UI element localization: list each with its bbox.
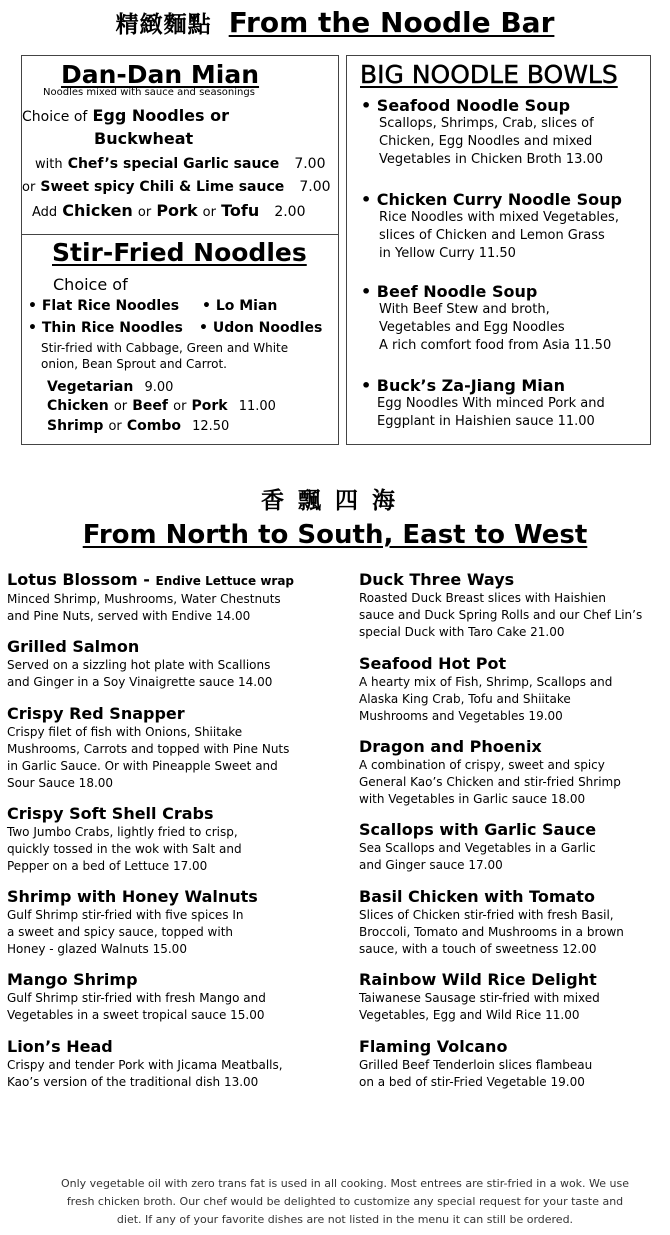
footer-note [40,1175,650,1229]
dandan-add-2: Pork [156,201,198,220]
bowl-item-desc: Vegetables in Chicken Broth 13.00 [379,152,604,167]
dish-duck-three-ways [359,570,670,641]
stirfried-or-3: or [108,419,122,434]
dish-desc: A hearty mix of Fish, Shrimp, Scallops and [359,675,613,689]
dish-desc: Broccoli, Tomato and Mushrooms in a brown [359,925,624,939]
footer-line: Only vegetable oil with zero trans fat is used in all cooking. Most entrees are stir-fried in a wok. We use [60,1177,630,1190]
dish-desc: on a bed of stir-Fried Vegetable 19.00 [359,1075,585,1089]
dish-desc: sauce and Duck Spring Rolls and our Chef Lin’s [359,608,643,622]
dish-rainbow-wild-rice [359,970,670,1024]
stirfried-veg: Vegetarian [47,379,134,395]
dish-name: Duck Three Ways [359,570,515,589]
left-box-divider [21,234,339,235]
dish-desc: sauce, with a touch of sweetness 12.00 [359,942,597,956]
dish-desc: Honey - glazed Walnuts 15.00 [7,942,187,956]
dish-desc: Roasted Duck Breast slices with Haishien [359,591,607,605]
stirfried-opt-1: • Flat Rice Noodles [28,298,180,314]
bowl-item-desc: Egg Noodles With minced Pork and [377,396,605,411]
dandan-add-1: Chicken [62,201,133,220]
bowl-item-name: • Buck’s Za-Jiang Mian [361,376,565,395]
dish-mango-shrimp [7,970,319,1024]
dandan-add-prefix: Add [32,205,58,220]
dish-grilled-salmon [7,637,319,691]
dish-name: Scallops with Garlic Sauce [359,820,597,839]
dish-name: Mango Shrimp [7,970,138,989]
dandan-or-price: 7.00 [299,179,331,195]
dish-name: Lion’s Head [7,1037,113,1056]
dandan-or-prefix: or [22,180,36,195]
dish-crispy-red-snapper [7,704,319,792]
dish-desc: Gulf Shrimp stir-fried with fresh Mango and [7,991,266,1005]
bowl-item-desc: Rice Noodles with mixed Vegetables, [379,210,619,225]
dish-name: Grilled Salmon [7,637,140,656]
dandan-choice-line [22,106,229,125]
dish-name: Crispy Soft Shell Crabs [7,804,214,823]
section2-title: From North to South, East to West [82,520,588,550]
stirfried-veg-price: 9.00 [144,380,174,395]
dish-name: Lotus Blossom - [7,570,150,589]
header-title: From the Noodle Bar [228,6,555,39]
dish-desc: with Vegetables in Garlic sauce 18.00 [359,792,586,806]
dandan-add-or-1: or [137,205,152,220]
bowl-item-desc: Vegetables and Egg Noodles [379,320,565,335]
bowl-item-desc: Eggplant in Haishien sauce 11.00 [377,414,595,429]
menu-header [0,6,670,39]
dish-desc: and Pine Nuts, served with Endive 14.00 [7,609,251,623]
dish-desc: Mushrooms, Carrots and topped with Pine Nuts [7,742,290,756]
dandan-subtitle: Noodles mixed with sauce and seasonings [43,87,255,98]
stirfried-title: Stir-Fried Noodles [52,238,307,267]
dish-dragon-phoenix [359,737,670,808]
bowl-item-name: • Beef Noodle Soup [361,282,538,301]
dish-seafood-hot-pot [359,654,670,725]
dish-desc: in Garlic Sauce. Or with Pineapple Sweet and [7,759,278,773]
dish-flaming-volcano [359,1037,670,1091]
dish-shrimp-honey-walnuts [7,887,319,958]
dish-desc: General Kao’s Chicken and stir-fried Shrimp [359,775,621,789]
dish-name: Crispy Red Snapper [7,704,185,723]
header-chinese: 精緻麵點 [115,11,212,38]
stirfried-sea-price: 12.50 [192,419,230,434]
dish-desc: Mushrooms and Vegetables 19.00 [359,709,563,723]
stirfried-opt-3: • Thin Rice Noodles [28,320,183,336]
stirfried-choice: Choice of [53,275,128,294]
section2-chinese: 香飄四海 [261,487,409,514]
bowls-title: BIG NOODLE BOWLS [360,60,618,89]
stirfried-beef: Beef [132,398,169,414]
bowl-item-name: • Chicken Curry Noodle Soup [361,190,622,209]
dandan-choice-prefix: Choice of [22,109,88,125]
dandan-add-line [32,201,305,220]
bowl-item-desc: A rich comfort food from Asia 11.50 [379,338,612,353]
stirfried-shrimp: Shrimp [47,418,104,434]
bowl-item [361,190,646,263]
dish-desc: Two Jumbo Crabs, lightly fried to crisp, [7,825,238,839]
bowl-item-desc: With Beef Stew and broth, [379,302,550,317]
bowl-item-desc: slices of Chicken and Lemon Grass [379,228,605,243]
stirfried-or-2: or [173,399,187,414]
bowls-box [346,55,651,445]
dish-desc: Pepper on a bed of Lettuce 17.00 [7,859,208,873]
dish-desc: special Duck with Taro Cake 21.00 [359,625,565,639]
dandan-or-item: Sweet spicy Chili & Lime sauce [40,179,285,195]
dish-desc: quickly tossed in the wok with Salt and [7,842,242,856]
dish-desc: Taiwanese Sausage stir-fried with mixed [359,991,600,1005]
bowl-item [361,282,646,355]
dish-desc: A combination of crispy, sweet and spicy [359,758,605,772]
dandan-with-line [35,153,326,172]
dish-desc: Sour Sauce 18.00 [7,776,114,790]
dish-name: Dragon and Phoenix [359,737,542,756]
dish-desc: Crispy filet of fish with Onions, Shiitake [7,725,243,739]
stirfried-desc-1: Stir-fried with Cabbage, Green and White [41,341,289,355]
dish-desc: Kao’s version of the traditional dish 13.00 [7,1075,259,1089]
dish-name: Basil Chicken with Tomato [359,887,595,906]
dandan-with-item: Chef’s special Garlic sauce [67,156,280,172]
dandan-add-price: 2.00 [274,204,306,220]
stirfried-opt-4: • Udon Noodles [199,320,323,336]
dish-desc: Served on a sizzling hot plate with Scallions [7,658,271,672]
stirfried-meat-price: 11.00 [238,399,276,414]
dandan-or-line [22,176,331,195]
bowl-item [361,96,646,169]
bowl-item-desc: in Yellow Curry 11.50 [379,246,516,261]
dish-subtitle: Endive Lettuce wrap [155,574,295,588]
stirfried-or-1: or [113,399,128,414]
dish-name: Flaming Volcano [359,1037,508,1056]
stirfried-veg-line [47,376,173,395]
dish-name: Seafood Hot Pot [359,654,507,673]
dandan-add-3: Tofu [221,201,260,220]
dish-desc: Alaska King Crab, Tofu and Shiitake [359,692,571,706]
stirfried-sea-line [47,415,229,434]
stirfried-opt-2: • Lo Mian [202,298,278,314]
bowl-item [361,376,646,431]
bowl-item-desc: Chicken, Egg Noodles and mixed [379,134,593,149]
dish-lions-head [7,1037,319,1091]
footer-line: diet. If any of your favorite dishes are not listed in the menu it can still be ordered. [116,1213,574,1226]
footer-line: fresh chicken broth. Our chef would be delighted to customize any special request for your taste and [66,1195,624,1208]
dish-lotus-blossom [7,570,319,625]
stirfried-desc-2: onion, Bean Sprout and Carrot. [41,357,227,371]
bowl-item-name: • Seafood Noodle Soup [361,96,571,115]
dandan-add-or-2: or [202,205,216,220]
dish-name: Rainbow Wild Rice Delight [359,970,597,989]
dish-desc: a sweet and spicy sauce, topped with [7,925,234,939]
dish-desc: Slices of Chicken stir-fried with fresh Basil, [359,908,614,922]
dish-soft-shell-crabs [7,804,319,875]
dish-desc: Vegetables, Egg and Wild Rice 11.00 [359,1008,580,1022]
dish-name: Shrimp with Honey Walnuts [7,887,258,906]
dandan-with-prefix: with [35,157,63,172]
stirfried-meat-line [47,395,276,414]
stirfried-pork: Pork [191,398,228,414]
dish-scallops-garlic [359,820,670,874]
bowl-item-desc: Scallops, Shrimps, Crab, slices of [379,116,594,131]
dandan-title: Dan-Dan Mian [61,60,260,89]
dish-desc: Sea Scallops and Vegetables in a Garlic [359,841,596,855]
dish-desc: Vegetables in a sweet tropical sauce 15.00 [7,1008,265,1022]
dandan-choice-bold-2: Buckwheat [94,129,194,148]
dish-desc: Minced Shrimp, Mushrooms, Water Chestnuts [7,592,281,606]
dish-desc: Grilled Beef Tenderloin slices flambeau [359,1058,593,1072]
dandan-choice-bold-1: Egg Noodles or [92,106,229,125]
stirfried-combo: Combo [126,418,181,434]
dish-desc: Crispy and tender Pork with Jicama Meatballs, [7,1058,283,1072]
dandan-with-price: 7.00 [294,156,326,172]
dish-desc: Gulf Shrimp stir-fried with five spices In [7,908,244,922]
dish-desc: and Ginger sauce 17.00 [359,858,503,872]
dish-basil-chicken [359,887,670,958]
dish-desc: and Ginger in a Soy Vinaigrette sauce 14.00 [7,675,273,689]
stirfried-chicken: Chicken [47,398,109,414]
